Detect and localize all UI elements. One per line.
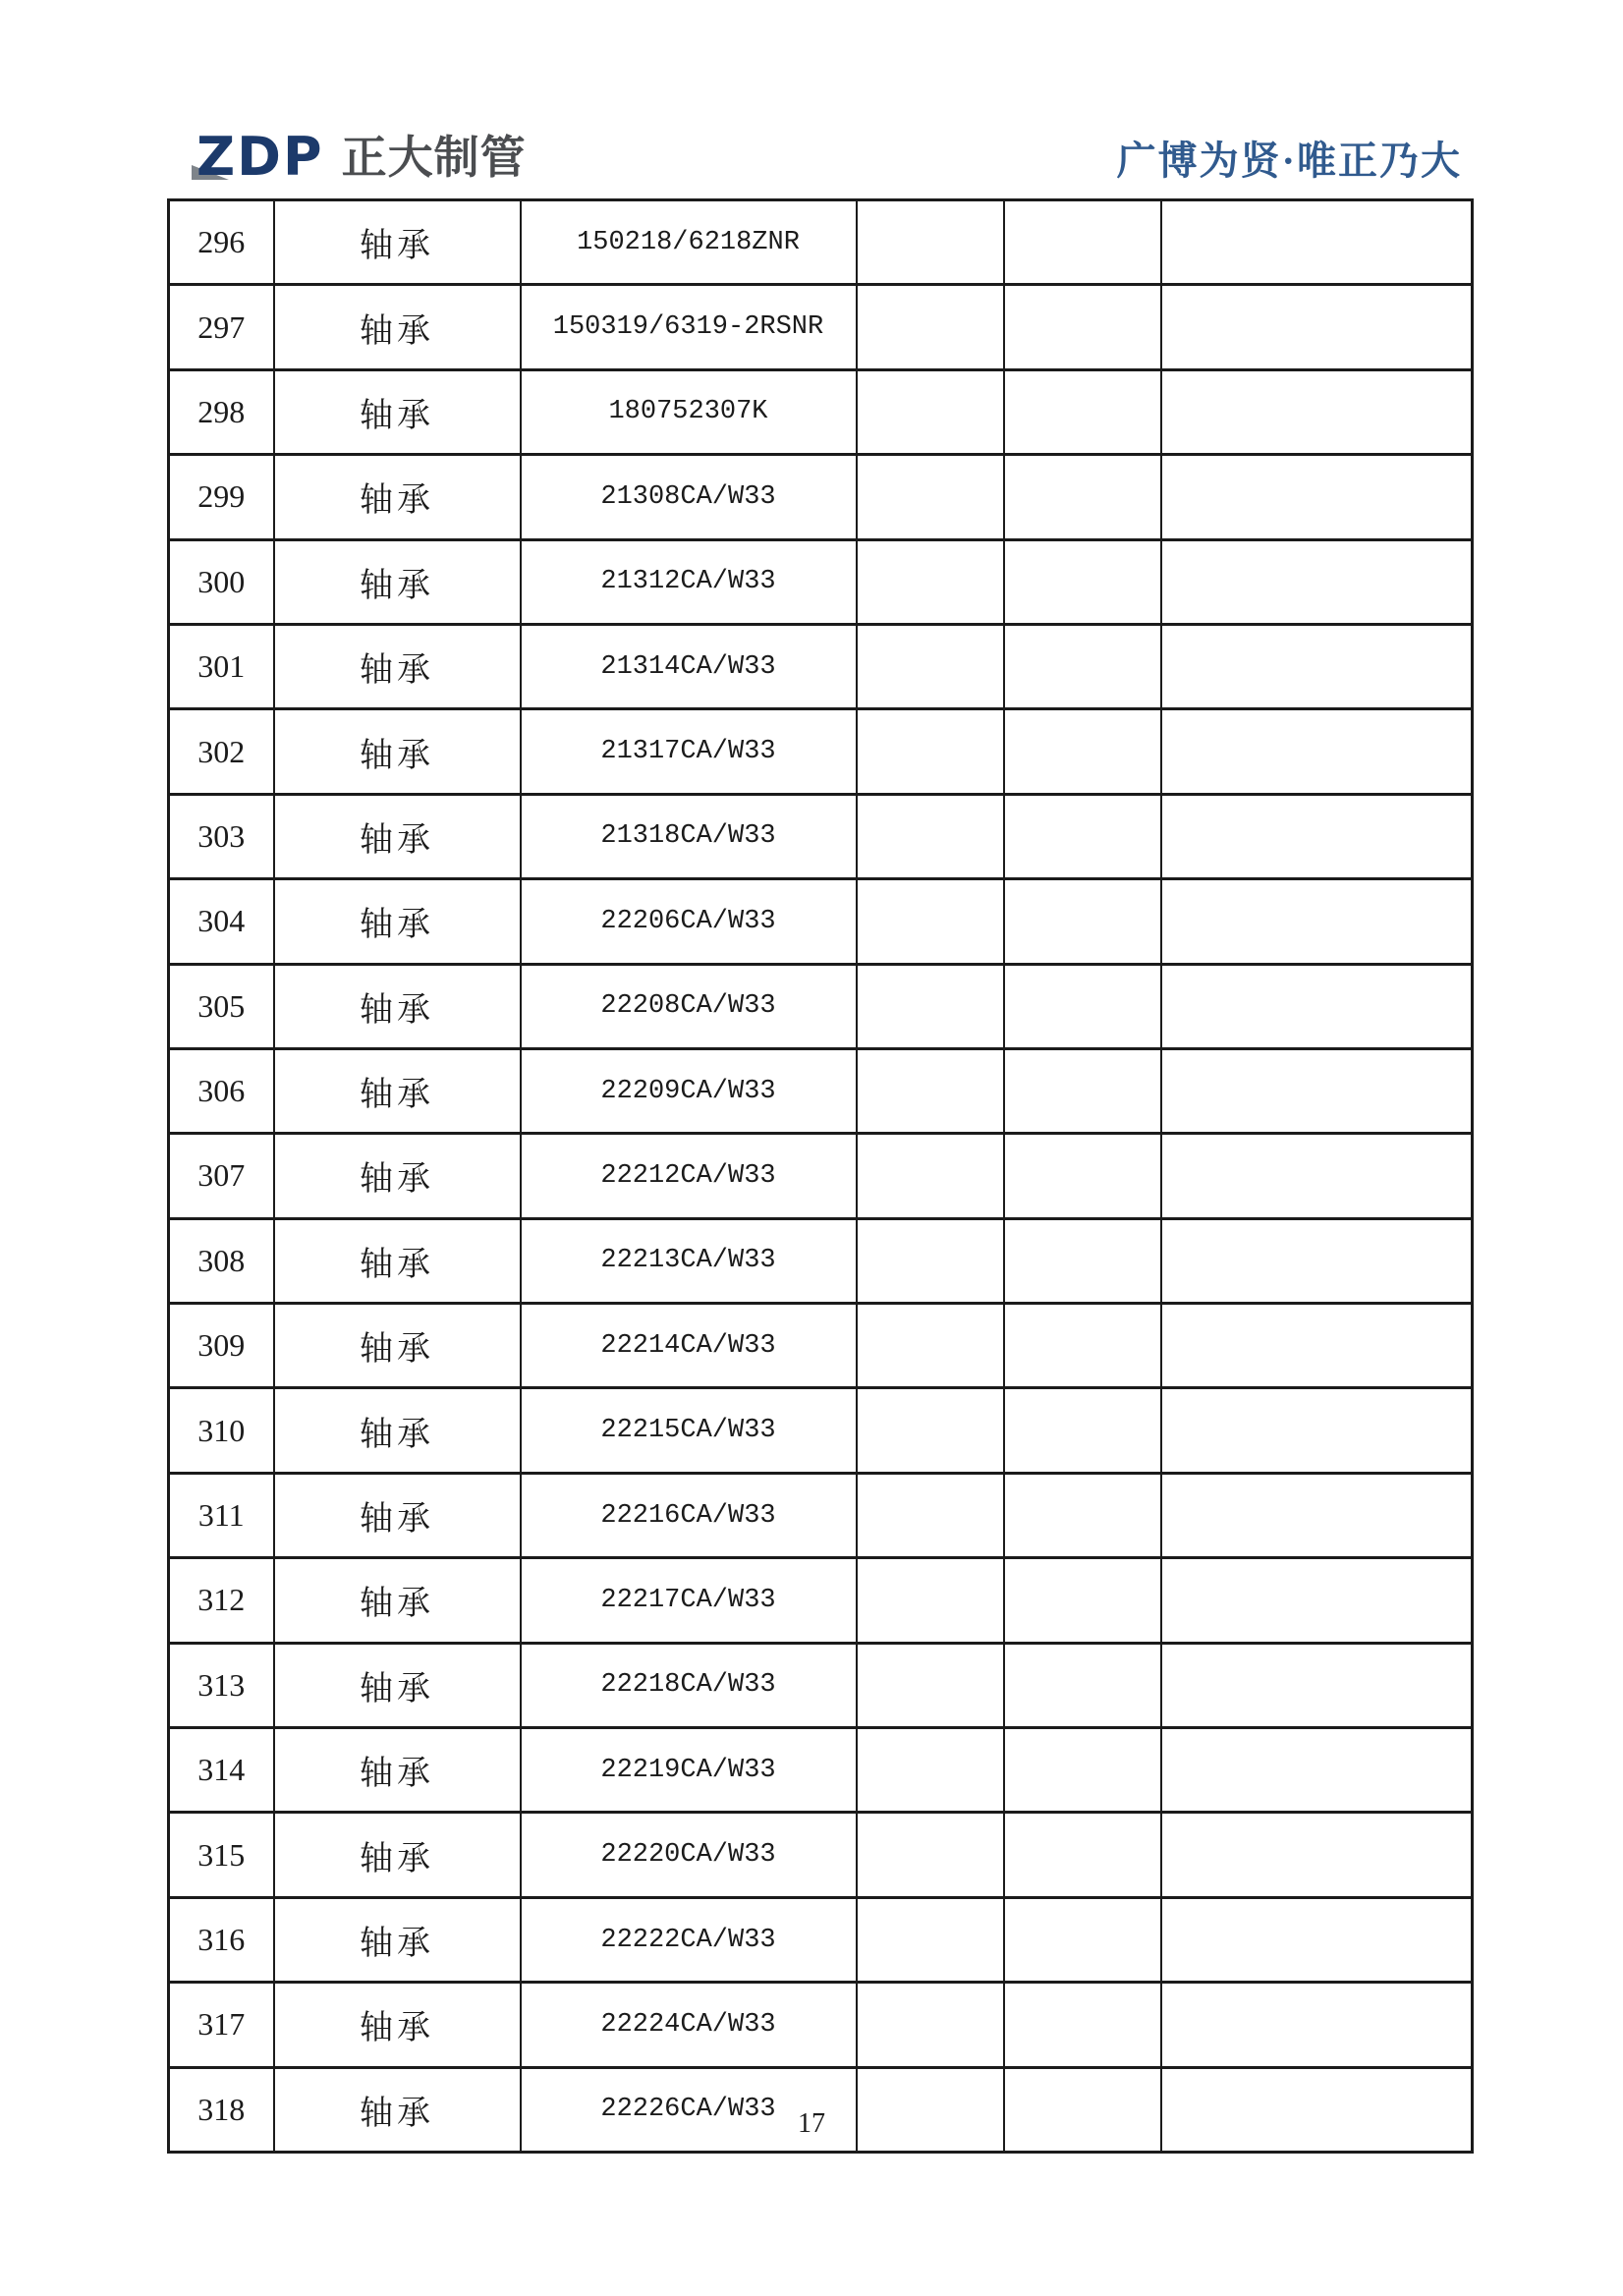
table-row bbox=[169, 455, 1473, 539]
empty-cell bbox=[857, 1643, 1004, 1727]
part-name-cell: 轴承 bbox=[274, 539, 521, 624]
empty-cell bbox=[1004, 1134, 1161, 1218]
empty-cell bbox=[857, 624, 1004, 708]
row-number-cell: 298 bbox=[169, 369, 274, 454]
empty-cell bbox=[857, 879, 1004, 964]
table-row bbox=[169, 539, 1473, 624]
empty-cell bbox=[1161, 1558, 1473, 1643]
part-name-cell: 轴承 bbox=[274, 1218, 521, 1303]
row-number-cell: 302 bbox=[169, 709, 274, 794]
model-number-cell: 22222CA/W33 bbox=[521, 1897, 857, 1982]
part-name-cell: 轴承 bbox=[274, 1558, 521, 1643]
empty-cell bbox=[1161, 1983, 1473, 2067]
model-number-cell: 22224CA/W33 bbox=[521, 1983, 857, 2067]
model-number-cell: 22213CA/W33 bbox=[521, 1218, 857, 1303]
model-number-cell: 22212CA/W33 bbox=[521, 1134, 857, 1218]
model-number-cell: 22209CA/W33 bbox=[521, 1048, 857, 1133]
row-number-cell: 307 bbox=[169, 1134, 274, 1218]
model-number-cell: 22208CA/W33 bbox=[521, 964, 857, 1048]
table-row bbox=[169, 1983, 1473, 2067]
parts-table-body bbox=[169, 200, 1473, 2153]
model-number-cell: 150218/6218ZNR bbox=[521, 200, 857, 285]
row-number-cell: 313 bbox=[169, 1643, 274, 1727]
table-row bbox=[169, 200, 1473, 285]
table-row bbox=[169, 1388, 1473, 1473]
row-number-cell: 310 bbox=[169, 1388, 274, 1473]
empty-cell bbox=[1161, 1134, 1473, 1218]
row-number-cell: 304 bbox=[169, 879, 274, 964]
empty-cell bbox=[857, 285, 1004, 369]
table-row bbox=[169, 1558, 1473, 1643]
part-name-cell: 轴承 bbox=[274, 1728, 521, 1813]
empty-cell bbox=[1161, 539, 1473, 624]
company-logo bbox=[196, 126, 527, 188]
part-name-cell: 轴承 bbox=[274, 794, 521, 878]
part-name-cell: 轴承 bbox=[274, 285, 521, 369]
empty-cell bbox=[1004, 1048, 1161, 1133]
part-name-cell: 轴承 bbox=[274, 1048, 521, 1133]
row-number-cell: 300 bbox=[169, 539, 274, 624]
table-row bbox=[169, 709, 1473, 794]
part-name-cell: 轴承 bbox=[274, 2067, 521, 2152]
empty-cell bbox=[857, 539, 1004, 624]
row-number-cell: 318 bbox=[169, 2067, 274, 2152]
empty-cell bbox=[1161, 200, 1473, 285]
model-number-cell: 21318CA/W33 bbox=[521, 794, 857, 878]
empty-cell bbox=[1161, 1218, 1473, 1303]
table-row bbox=[169, 794, 1473, 878]
empty-cell bbox=[857, 200, 1004, 285]
empty-cell bbox=[1004, 794, 1161, 878]
model-number-cell: 22206CA/W33 bbox=[521, 879, 857, 964]
empty-cell bbox=[1004, 1558, 1161, 1643]
logo-company-name: 正大制管 bbox=[341, 132, 527, 183]
table-row bbox=[169, 1218, 1473, 1303]
empty-cell bbox=[857, 1048, 1004, 1133]
table-row bbox=[169, 1134, 1473, 1218]
model-number-cell: 21314CA/W33 bbox=[521, 624, 857, 708]
empty-cell bbox=[1004, 200, 1161, 285]
table-row bbox=[169, 1643, 1473, 1727]
empty-cell bbox=[1004, 1728, 1161, 1813]
table-row bbox=[169, 1048, 1473, 1133]
empty-cell bbox=[1161, 1728, 1473, 1813]
empty-cell bbox=[1161, 1473, 1473, 1557]
row-number-cell: 314 bbox=[169, 1728, 274, 1813]
table-row bbox=[169, 1813, 1473, 1897]
empty-cell bbox=[1004, 1388, 1161, 1473]
row-number-cell: 301 bbox=[169, 624, 274, 708]
empty-cell bbox=[1004, 709, 1161, 794]
table-row bbox=[169, 1473, 1473, 1557]
empty-cell bbox=[1004, 539, 1161, 624]
empty-cell bbox=[857, 964, 1004, 1048]
empty-cell bbox=[1161, 369, 1473, 454]
table-row bbox=[169, 964, 1473, 1048]
empty-cell bbox=[1161, 794, 1473, 878]
table-row bbox=[169, 369, 1473, 454]
table-row bbox=[169, 1897, 1473, 1982]
empty-cell bbox=[857, 1473, 1004, 1557]
empty-cell bbox=[857, 1897, 1004, 1982]
empty-cell bbox=[1161, 455, 1473, 539]
part-name-cell: 轴承 bbox=[274, 1643, 521, 1727]
row-number-cell: 299 bbox=[169, 455, 274, 539]
empty-cell bbox=[857, 369, 1004, 454]
page-number: 17 bbox=[798, 2108, 825, 2139]
table-row bbox=[169, 285, 1473, 369]
empty-cell bbox=[1004, 1304, 1161, 1388]
empty-cell bbox=[1161, 709, 1473, 794]
model-number-cell: 21312CA/W33 bbox=[521, 539, 857, 624]
model-number-cell: 22218CA/W33 bbox=[521, 1643, 857, 1727]
empty-cell bbox=[857, 1304, 1004, 1388]
part-name-cell: 轴承 bbox=[274, 1813, 521, 1897]
row-number-cell: 315 bbox=[169, 1813, 274, 1897]
part-name-cell: 轴承 bbox=[274, 709, 521, 794]
part-name-cell: 轴承 bbox=[274, 1473, 521, 1557]
row-number-cell: 317 bbox=[169, 1983, 274, 2067]
empty-cell bbox=[1161, 1388, 1473, 1473]
model-number-cell: 22215CA/W33 bbox=[521, 1388, 857, 1473]
empty-cell bbox=[857, 709, 1004, 794]
empty-cell bbox=[1004, 1897, 1161, 1982]
row-number-cell: 311 bbox=[169, 1473, 274, 1557]
empty-cell bbox=[1161, 1048, 1473, 1133]
part-name-cell: 轴承 bbox=[274, 455, 521, 539]
empty-cell bbox=[857, 1983, 1004, 2067]
empty-cell bbox=[1161, 624, 1473, 708]
parts-table bbox=[167, 198, 1474, 2154]
empty-cell bbox=[1004, 1643, 1161, 1727]
row-number-cell: 303 bbox=[169, 794, 274, 878]
model-number-cell: 22220CA/W33 bbox=[521, 1813, 857, 1897]
empty-cell bbox=[857, 1134, 1004, 1218]
empty-cell bbox=[1004, 285, 1161, 369]
empty-cell bbox=[1004, 369, 1161, 454]
empty-cell bbox=[857, 1558, 1004, 1643]
empty-cell bbox=[1004, 1473, 1161, 1557]
part-name-cell: 轴承 bbox=[274, 200, 521, 285]
company-slogan: 广博为贤·唯正乃大 bbox=[1116, 139, 1462, 183]
model-number-cell: 22216CA/W33 bbox=[521, 1473, 857, 1557]
empty-cell bbox=[1161, 1897, 1473, 1982]
empty-cell bbox=[1161, 285, 1473, 369]
table-row bbox=[169, 624, 1473, 708]
row-number-cell: 312 bbox=[169, 1558, 274, 1643]
model-number-cell: 22214CA/W33 bbox=[521, 1304, 857, 1388]
model-number-cell: 22226CA/W33 bbox=[521, 2067, 857, 2152]
part-name-cell: 轴承 bbox=[274, 964, 521, 1048]
empty-cell bbox=[1004, 964, 1161, 1048]
row-number-cell: 306 bbox=[169, 1048, 274, 1133]
model-number-cell: 21308CA/W33 bbox=[521, 455, 857, 539]
empty-cell bbox=[1004, 455, 1161, 539]
part-name-cell: 轴承 bbox=[274, 879, 521, 964]
part-name-cell: 轴承 bbox=[274, 369, 521, 454]
empty-cell bbox=[1004, 1218, 1161, 1303]
row-number-cell: 297 bbox=[169, 285, 274, 369]
part-name-cell: 轴承 bbox=[274, 1304, 521, 1388]
empty-cell bbox=[857, 455, 1004, 539]
empty-cell bbox=[1161, 964, 1473, 1048]
model-number-cell: 21317CA/W33 bbox=[521, 709, 857, 794]
empty-cell bbox=[857, 1218, 1004, 1303]
zdp-logo-icon bbox=[196, 126, 324, 188]
model-number-cell: 150319/6319-2RSNR bbox=[521, 285, 857, 369]
empty-cell bbox=[857, 1388, 1004, 1473]
empty-cell bbox=[857, 1813, 1004, 1897]
part-name-cell: 轴承 bbox=[274, 1983, 521, 2067]
empty-cell bbox=[1161, 1813, 1473, 1897]
table-row bbox=[169, 1728, 1473, 1813]
empty-cell bbox=[1004, 879, 1161, 964]
row-number-cell: 305 bbox=[169, 964, 274, 1048]
logo-brand-text: ZDP bbox=[196, 126, 324, 188]
empty-cell bbox=[1004, 1983, 1161, 2067]
empty-cell bbox=[1161, 879, 1473, 964]
part-name-cell: 轴承 bbox=[274, 624, 521, 708]
row-number-cell: 296 bbox=[169, 200, 274, 285]
model-number-cell: 22219CA/W33 bbox=[521, 1728, 857, 1813]
model-number-cell: 180752307K bbox=[521, 369, 857, 454]
empty-cell bbox=[857, 1728, 1004, 1813]
empty-cell bbox=[1004, 1813, 1161, 1897]
empty-cell bbox=[1161, 1304, 1473, 1388]
empty-cell bbox=[1004, 624, 1161, 708]
part-name-cell: 轴承 bbox=[274, 1897, 521, 1982]
row-number-cell: 316 bbox=[169, 1897, 274, 1982]
table-row bbox=[169, 879, 1473, 964]
row-number-cell: 309 bbox=[169, 1304, 274, 1388]
model-number-cell: 22217CA/W33 bbox=[521, 1558, 857, 1643]
part-name-cell: 轴承 bbox=[274, 1134, 521, 1218]
empty-cell bbox=[857, 794, 1004, 878]
part-name-cell: 轴承 bbox=[274, 1388, 521, 1473]
table-row bbox=[169, 1304, 1473, 1388]
empty-cell bbox=[1161, 1643, 1473, 1727]
row-number-cell: 308 bbox=[169, 1218, 274, 1303]
